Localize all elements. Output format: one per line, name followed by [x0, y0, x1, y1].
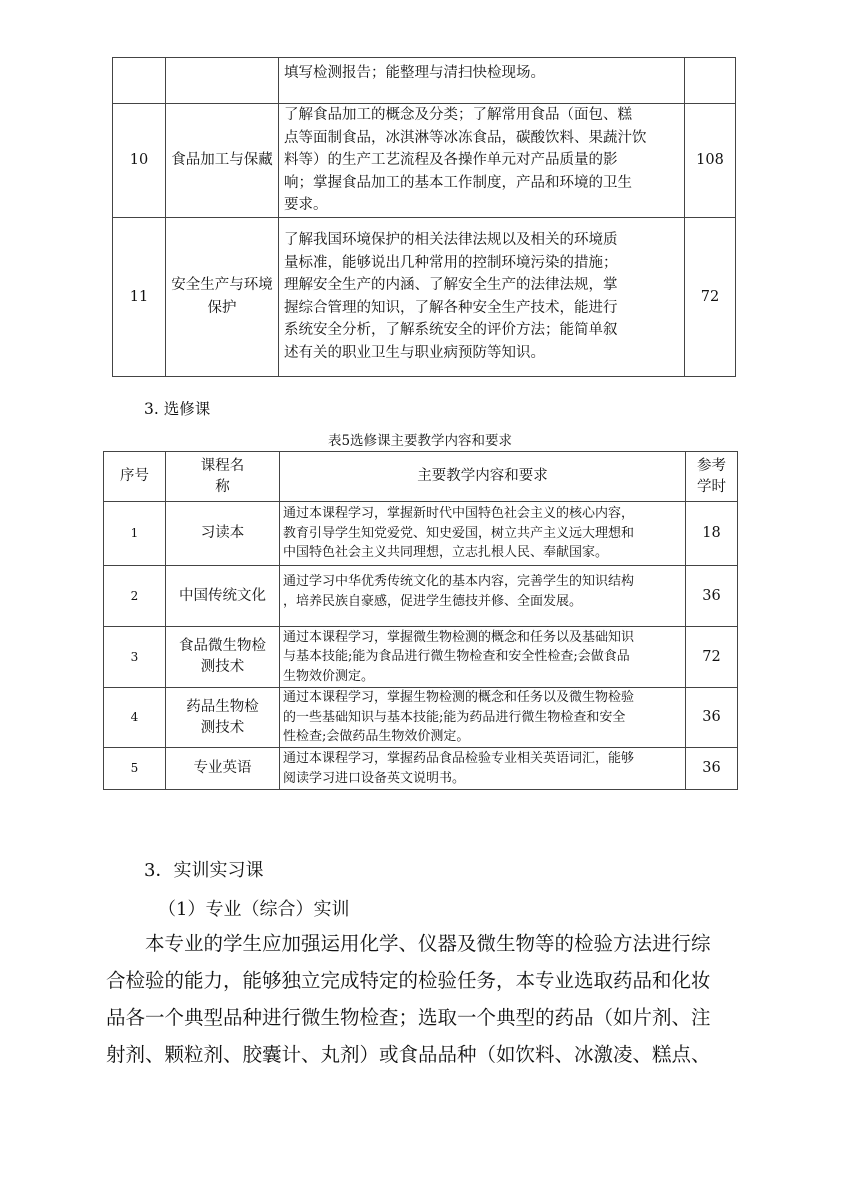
paragraph-line: 合检验的能力，能够独立完成特定的检验任务，本专业选取药品和化妆 [106, 969, 711, 992]
content-line: 量标准，能够说出几种常用的控制环境污染的措施； [284, 254, 618, 271]
course-name: 专业英语 [166, 748, 280, 790]
body-paragraph [106, 925, 746, 1073]
course-name: 食品微生物检测技术 [166, 627, 280, 688]
paragraph-line: 射剂、颗粒剂、胶囊计、丸剂）或食品品种（如饮料、冰激凌、糕点、 [106, 1043, 711, 1066]
course-hours [685, 58, 736, 104]
course-number: 5 [104, 748, 166, 790]
content-line: 料等）的生产工艺流程及各操作单元对产品质量的影 [284, 152, 618, 169]
table-caption: 表5选修课主要教学内容和要求 [327, 433, 513, 449]
content-line: 与基本技能;能为食品进行微生物检查和安全性检查;会做食品 [283, 649, 630, 665]
course-name [166, 58, 279, 104]
table-row [104, 627, 738, 688]
table-row [113, 217, 736, 376]
content-line: 通过学习中华优秀传统文化的基本内容，完善学生的知识结构 [283, 574, 635, 589]
course-name: 药品生物检测技术 [166, 688, 280, 748]
course-name: 习读本 [166, 502, 280, 566]
required-course-table [112, 57, 736, 377]
table-header-row [104, 452, 738, 502]
table-row [104, 688, 738, 748]
section-heading-elective: 3. 选修课 [144, 400, 211, 418]
content-line: 通过本课程学习，掌握药品食品检验专业相关英语词汇，能够 [283, 751, 635, 766]
subsection-heading-training: （1）专业（综合）实训 [158, 899, 350, 920]
course-content [279, 58, 685, 104]
content-line: 性检查;会做药品生物效价测定。 [283, 729, 470, 745]
paragraph-line: 品各一个典型品种进行微生物检查；选取一个典型的药品（如片剂、注 [106, 1006, 711, 1029]
content-line: 理解安全生产的内涵、了解安全生产的法律法规，掌 [284, 277, 618, 294]
course-number: 11 [113, 217, 166, 376]
course-content [279, 217, 685, 376]
table-row [113, 58, 736, 104]
content-line: 系统安全分析，了解系统安全的评价方法；能简单叙 [284, 322, 618, 339]
content-line: 填写检测报告；能整理与清扫快检现场。 [284, 65, 545, 81]
course-content [279, 104, 685, 218]
header-hours: 参考学时 [686, 452, 738, 502]
course-hours: 108 [685, 104, 736, 218]
table-row [104, 566, 738, 627]
course-hours: 36 [686, 688, 738, 748]
table-row [113, 104, 736, 218]
header-name: 课程名称 [166, 452, 280, 502]
course-content [280, 688, 686, 748]
course-hours: 18 [686, 502, 738, 566]
course-hours: 36 [686, 566, 738, 627]
course-name: 中国传统文化 [166, 566, 280, 627]
course-number: 1 [104, 502, 166, 566]
content-line: 生物效价测定。 [283, 668, 375, 684]
course-hours: 72 [686, 627, 738, 688]
course-hours: 36 [686, 748, 738, 790]
course-name: 安全生产与环境保护 [166, 217, 279, 376]
course-content [280, 748, 686, 790]
section-heading-training: 3．实训实习课 [144, 860, 264, 881]
content-line: 点等面制食品，冰淇淋等冰冻食品，碳酸饮料、果蔬汁饮 [284, 129, 647, 146]
table-row [104, 748, 738, 790]
elective-course-table [103, 451, 738, 790]
content-line: 中国特色社会主义共同理想，立志扎根人民、奉献国家。 [283, 545, 609, 561]
content-line: 握综合管理的知识，了解各种安全生产技术，能进行 [284, 299, 618, 316]
content-line: 响；掌握食品加工的基本工作制度，产品和环境的卫生 [284, 174, 632, 191]
table-row [104, 502, 738, 566]
content-line: ，培养民族自豪感，促进学生德技并修、全面发展。 [283, 593, 583, 609]
header-content: 主要教学内容和要求 [280, 452, 686, 502]
content-line: 教育引导学生知党爱党、知史爱国，树立共产主义远大理想和 [283, 525, 635, 541]
course-number [113, 58, 166, 104]
course-number: 2 [104, 566, 166, 627]
content-line: 通过本课程学习，掌握新时代中国特色社会主义的核心内容， [283, 506, 635, 522]
content-line: 通过本课程学习，掌握生物检测的概念和任务以及微生物检验 [283, 690, 635, 706]
content-line: 述有关的职业卫生与职业病预防等知识。 [284, 344, 545, 361]
course-number: 10 [113, 104, 166, 218]
course-content [280, 627, 686, 688]
content-line: 阅读学习进口设备英文说明书。 [283, 770, 466, 786]
course-content [280, 502, 686, 566]
content-line: 通过本课程学习，掌握微生物检测的概念和任务以及基础知识 [283, 629, 635, 645]
content-line: 了解食品加工的概念及分类；了解常用食品（面包、糕 [284, 107, 632, 123]
course-content [280, 566, 686, 627]
course-hours: 72 [685, 217, 736, 376]
header-number: 序号 [104, 452, 166, 502]
paragraph-line: 本专业的学生应加强运用化学、仪器及微生物等的检验方法进行综 [106, 932, 711, 955]
content-line: 了解我国环境保护的相关法律法规以及相关的环境质 [284, 231, 618, 248]
course-number: 3 [104, 627, 166, 688]
content-line: 要求。 [284, 197, 328, 214]
content-line: 的一些基础知识与基本技能;能为药品进行微生物检查和安全 [283, 709, 626, 725]
course-number: 4 [104, 688, 166, 748]
course-name: 食品加工与保藏 [166, 104, 279, 218]
